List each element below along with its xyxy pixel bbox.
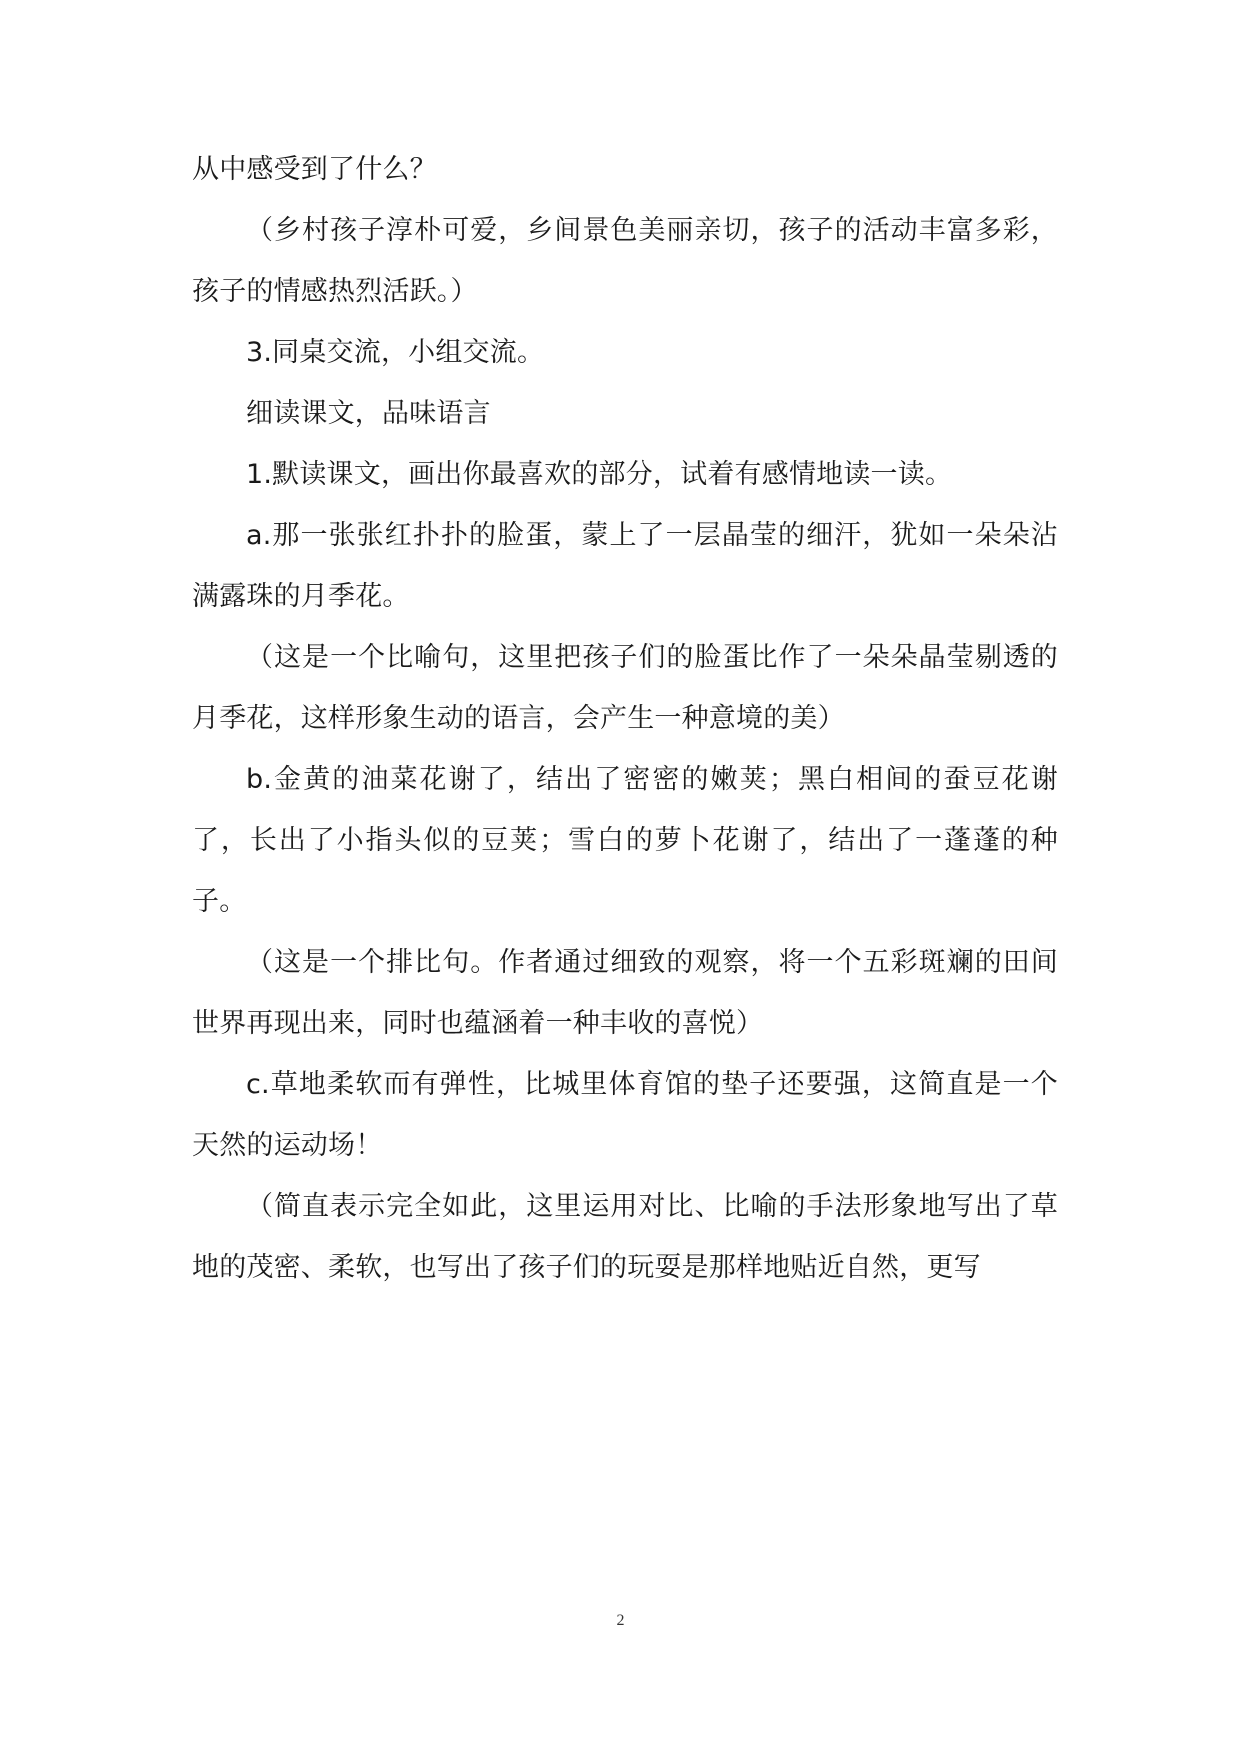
document-body [192, 139, 1058, 1298]
paragraph-note-a: （这是一个比喻句，这里把孩子们的脸蛋比作了一朵朵晶莹剔透的月季花，这样形象生动的语言，会产生一种意境的美） [192, 642, 1058, 734]
paragraph-section-heading: 细读课文，品味语言 [246, 398, 491, 429]
paragraph-note-c: （简直表示完全如此，这里运用对比、比喻的手法形象地写出了草地的茂密、柔软，也写出了孩子们的玩耍是那样地贴近自然，更写 [192, 1191, 1058, 1283]
paragraph-step-1-silent-reading: 1.默读课文，画出你最喜欢的部分，试着有感情地读一读。 [246, 459, 953, 490]
paragraph-example-c: c.草地柔软而有弹性，比城里体育馆的垫子还要强，这简直是一个天然的运动场！ [192, 1069, 1058, 1161]
paragraph-answer-feelings: （乡村孩子淳朴可爱，乡间景色美丽亲切，孩子的活动丰富多彩，孩子的情感热烈活跃。） [192, 215, 1058, 307]
paragraph-note-b: （这是一个排比句。作者通过细致的观察，将一个五彩斑斓的田间世界再现出来，同时也蕴涵着一种丰收的喜悦） [192, 947, 1058, 1039]
paragraph-question-end: 从中感受到了什么？ [192, 154, 437, 185]
paragraph-example-b: b.金黄的油菜花谢了，结出了密密的嫩荚；黑白相间的蚕豆花谢了，长出了小指头似的豆荚；雪白的萝卜花谢了，结出了一蓬蓬的种子。 [192, 764, 1058, 917]
paragraph-example-a: a.那一张张红扑扑的脸蛋，蒙上了一层晶莹的细汗，犹如一朵朵沾满露珠的月季花。 [192, 520, 1058, 612]
page-number: 2 [616, 1612, 625, 1629]
paragraph-step-3-discussion: 3.同桌交流，小组交流。 [246, 337, 545, 368]
